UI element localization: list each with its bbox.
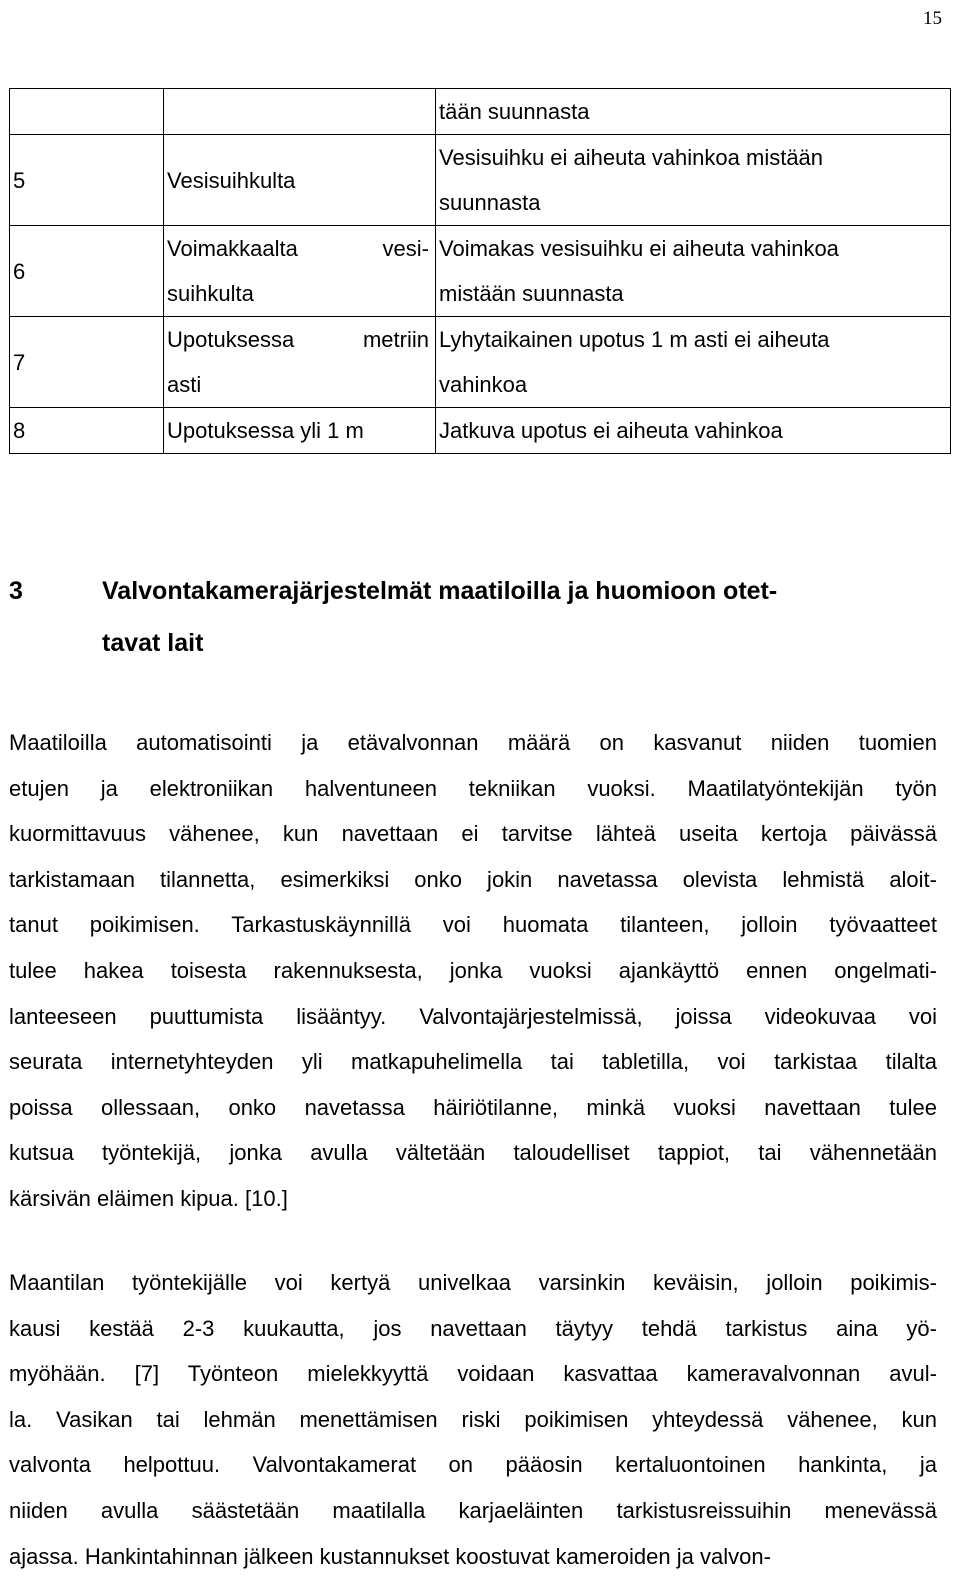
cell-line: Voimakkaalta vesi- — [167, 236, 429, 261]
table-row — [10, 226, 951, 317]
paragraph-1 — [9, 720, 937, 1222]
ip-code-cell: 6 — [10, 226, 164, 317]
cell-line: asti — [167, 372, 202, 397]
cell-line: tään suunnasta — [439, 99, 590, 124]
description-cell — [436, 408, 951, 454]
paragraph-line: kausi kestää 2-3 kuukautta, jos navettaan täytyy tehdä tarkistus aina yö- — [9, 1315, 937, 1341]
ip-code-cell: 7 — [10, 317, 164, 408]
paragraph-line: poissa ollessaan, onko navetassa häiriötilanne, minkä vuoksi navettaan tulee — [9, 1094, 937, 1120]
table-body — [10, 89, 951, 454]
paragraph-line: valvonta helpottuu. Valvontakamerat on pääosin kertaluontoinen hankinta, ja — [9, 1452, 937, 1478]
cell-line: Jatkuva upotus ei aiheuta vahinkoa — [439, 418, 783, 443]
section-heading — [9, 565, 939, 669]
description-cell — [436, 317, 951, 408]
cell-line: Upotuksessa metriin — [167, 327, 429, 352]
paragraph-line: Maantilan työntekijälle voi kertyä univelkaa varsinkin keväisin, jolloin poikimis- — [9, 1270, 937, 1295]
cell-line: suihkulta — [167, 281, 254, 306]
section-number: 3 — [9, 577, 23, 605]
paragraph-line: lanteeseen puuttumista lisääntyy. Valvontajärjestelmissä, joissa videokuvaa voi — [9, 1003, 937, 1029]
paragraph-line: niiden avulla säästetään maatilalla karjaeläinten tarkistusreissuihin menevässä — [9, 1497, 937, 1523]
protection-class-cell — [164, 89, 436, 135]
ip-code-cell: 5 — [10, 135, 164, 226]
paragraph-2 — [9, 1260, 937, 1579]
paragraph-line: kuormittavuus vähenee, kun navettaan ei tarvitse lähteä useita kertoja päivässä — [9, 821, 937, 847]
protection-class-cell — [164, 408, 436, 454]
cell-line: Vesisuihkulta — [167, 167, 296, 193]
paragraph-line: la. Vasikan tai lehmän menettämisen riski poikimisen yhteydessä vähenee, kun — [9, 1406, 937, 1432]
cell-line: vahinkoa — [439, 372, 528, 397]
section-title-line: Valvontakamerajärjestelmät maatiloilla ja huomioon otet- — [102, 577, 778, 605]
section-title — [102, 565, 939, 669]
cell-line: Voimakas vesisuihku ei aiheuta vahinkoa — [439, 236, 839, 261]
paragraph-line: kutsua työntekijä, jonka avulla vältetään taloudelliset tappiot, tai vähennetään — [9, 1140, 937, 1166]
protection-class-cell — [164, 135, 436, 226]
paragraph-line: tulee hakea toisesta rakennuksesta, jonka vuoksi ajankäyttö ennen ongelmati- — [9, 957, 937, 983]
cell-line: suunnasta — [439, 190, 541, 215]
section-title-line: tavat lait — [102, 629, 204, 657]
paragraph-line: kärsivän eläimen kipua. [10.] — [9, 1185, 288, 1211]
description-cell — [436, 89, 951, 135]
paragraph-line: ajassa. Hankintahinnan jälkeen kustannukset koostuvat kameroiden ja valvon- — [9, 1543, 771, 1569]
cell-line: Vesisuihku ei aiheuta vahinkoa mistään — [439, 145, 824, 170]
ip-code-cell: 8 — [10, 408, 164, 454]
paragraph-line: tanut poikimisen. Tarkastuskäynnillä voi huomata tilanteen, jolloin työvaatteet — [9, 912, 937, 938]
ip-code-cell — [10, 89, 164, 135]
paragraph-line: seurata internetyhteyden yli matkapuhelimella tai tabletilla, voi tarkistaa tilalta — [9, 1049, 937, 1075]
table-row — [10, 135, 951, 226]
paragraph-line: tarkistamaan tilannetta, esimerkiksi onko jokin navetassa olevista lehmistä aloit- — [9, 866, 937, 892]
page-number: 15 — [923, 8, 942, 29]
description-cell — [436, 135, 951, 226]
paragraph-line: myöhään. [7] Työnteon mielekkyyttä voidaan kasvattaa kameravalvonnan avul- — [9, 1361, 937, 1387]
cell-line: mistään suunnasta — [439, 281, 624, 306]
cell-line: Upotuksessa yli 1 m — [167, 418, 364, 443]
table-row — [10, 89, 951, 135]
paragraph-line: Maatiloilla automatisointi ja etävalvonnan määrä on kasvanut niiden tuomien — [9, 730, 937, 755]
table-row — [10, 317, 951, 408]
description-cell — [436, 226, 951, 317]
cell-line: Lyhytaikainen upotus 1 m asti ei aiheuta — [439, 327, 830, 352]
ip-rating-table — [9, 88, 951, 454]
paragraph-line: etujen ja elektroniikan halventuneen tekniikan vuoksi. Maatilatyöntekijän työn — [9, 775, 937, 801]
table-row — [10, 408, 951, 454]
protection-class-cell — [164, 317, 436, 408]
protection-class-cell — [164, 226, 436, 317]
